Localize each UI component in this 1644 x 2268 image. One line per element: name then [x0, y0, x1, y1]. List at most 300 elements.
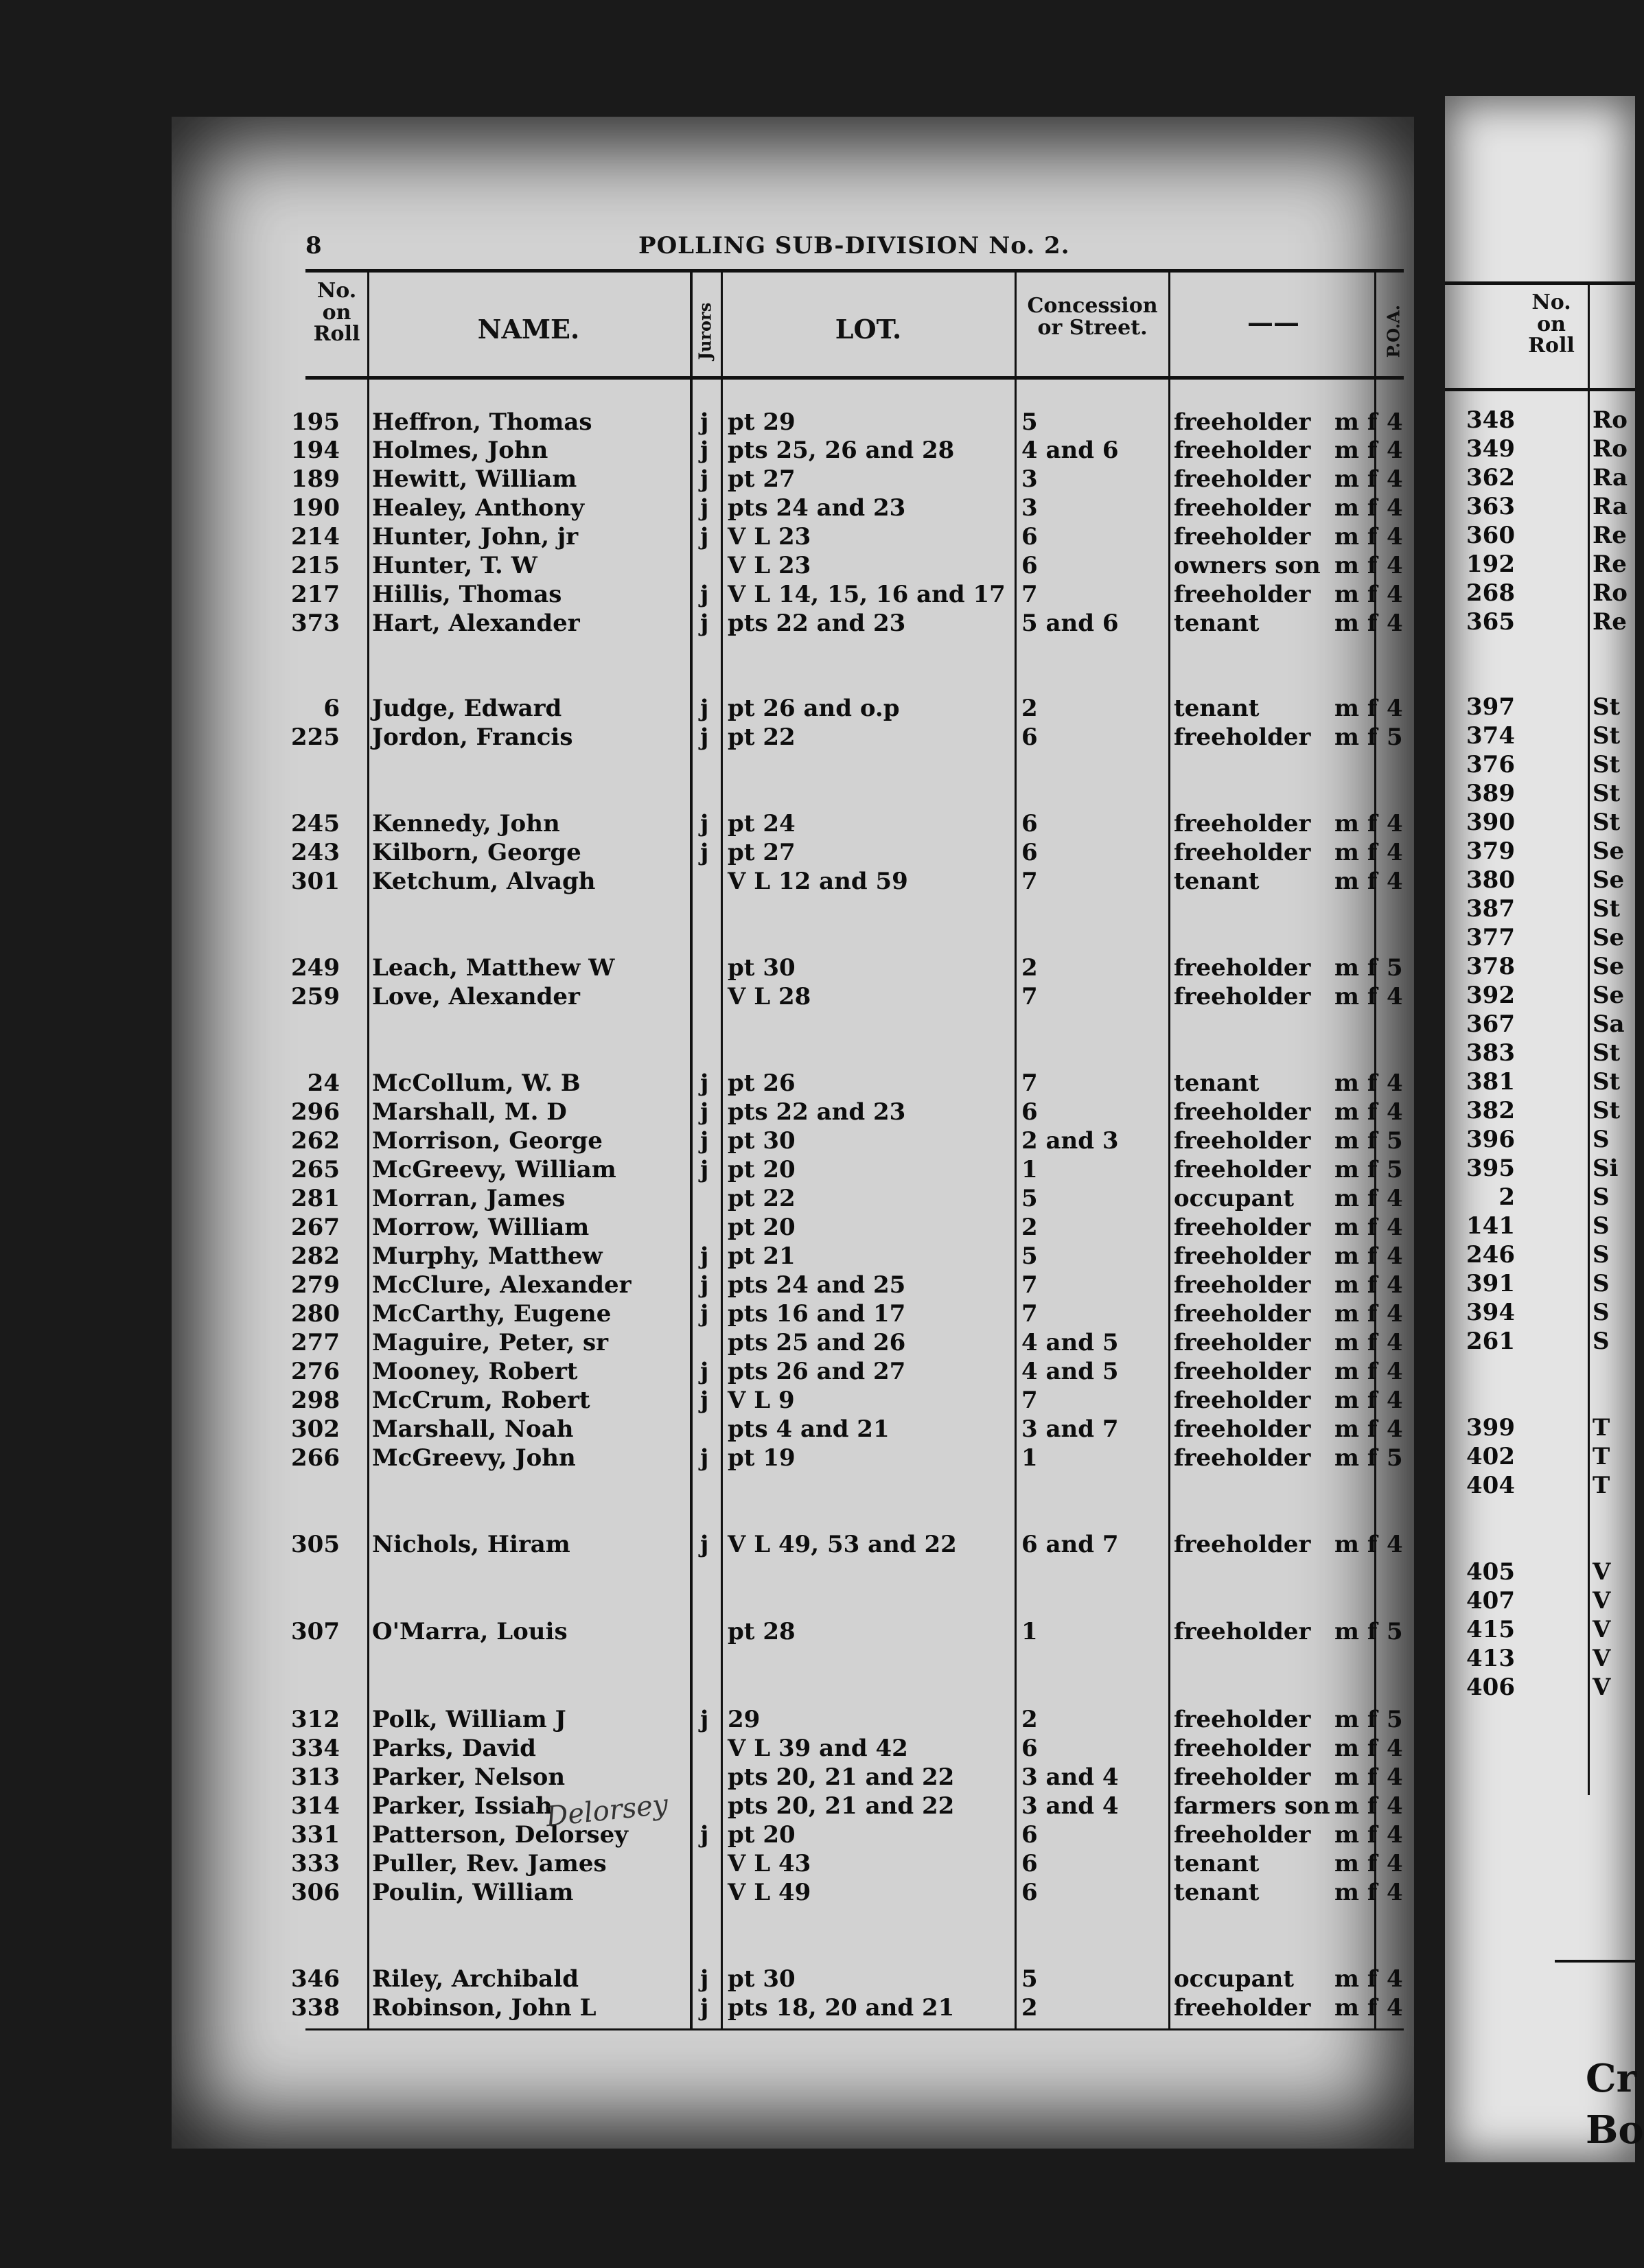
concession-value: 3 and 4	[1021, 1792, 1119, 1820]
roll-number: 367	[1466, 1010, 1515, 1038]
table-row	[172, 1329, 1414, 1358]
voter-name: Kennedy, John	[372, 810, 560, 837]
name-fragment: V	[1593, 1558, 1611, 1586]
poa-value: 4	[1387, 839, 1403, 866]
lot-value: pt 27	[728, 839, 796, 866]
name-fragment: Si	[1593, 1155, 1619, 1182]
roll-number: 387	[1466, 895, 1515, 923]
concession-value: 2	[1021, 1994, 1038, 2022]
status-value: tenant	[1174, 868, 1260, 895]
table-row	[172, 839, 1414, 868]
sex-value: m f	[1334, 1098, 1378, 1126]
juror-mark: j	[700, 695, 709, 722]
table-row	[172, 1618, 1414, 1647]
sex-value: m f	[1334, 1821, 1378, 1849]
lot-value: V L 23	[728, 523, 811, 551]
lot-value: pts 24 and 23	[728, 494, 906, 522]
concession-value: 5	[1021, 408, 1038, 436]
juror-mark: j	[700, 408, 709, 436]
lot-value: pt 30	[728, 954, 796, 982]
status-value: tenant	[1174, 610, 1260, 637]
concession-value: 7	[1021, 581, 1038, 608]
roll-number: 259	[291, 983, 340, 1010]
strip-top-rule	[1445, 281, 1635, 285]
juror-mark: j	[700, 1242, 709, 1270]
list-item	[1445, 1097, 1635, 1126]
list-item	[1445, 1010, 1635, 1039]
roll-number: 215	[291, 552, 340, 579]
roll-number: 189	[291, 465, 340, 493]
name-fragment: Sa	[1593, 1010, 1625, 1038]
concession-value: 6	[1021, 839, 1038, 866]
lot-value: pts 26 and 27	[728, 1358, 906, 1385]
lot-value: pt 20	[728, 1214, 796, 1241]
lot-value: pt 19	[728, 1444, 796, 1472]
name-fragment: Ra	[1593, 493, 1628, 520]
col-header-lot: LOT.	[835, 314, 902, 345]
concession-value: 1	[1021, 1444, 1038, 1472]
poa-value: 5	[1387, 724, 1403, 751]
table-row	[172, 1444, 1414, 1473]
list-item	[1445, 493, 1635, 522]
poa-value: 5	[1387, 1127, 1403, 1155]
voter-name: Mooney, Robert	[372, 1358, 578, 1385]
concession-value: 2	[1021, 954, 1038, 982]
poa-value: 4	[1387, 1271, 1403, 1299]
poa-value: 4	[1387, 1792, 1403, 1820]
lot-value: pts 22 and 23	[728, 610, 906, 637]
name-fragment: V	[1593, 1616, 1611, 1643]
roll-number: 415	[1466, 1616, 1515, 1643]
name-fragment: Se	[1593, 866, 1625, 894]
list-item	[1445, 1616, 1635, 1645]
list-item	[1445, 464, 1635, 493]
juror-mark: j	[700, 1444, 709, 1472]
col-header-concession: Concession or Street.	[1027, 294, 1158, 340]
name-fragment: Re	[1593, 551, 1627, 578]
juror-mark: j	[700, 1358, 709, 1385]
voter-name: Poulin, William	[372, 1879, 574, 1906]
roll-number: 313	[291, 1763, 340, 1791]
voter-name: O'Marra, Louis	[372, 1618, 568, 1645]
list-item	[1445, 1270, 1635, 1299]
juror-mark: j	[700, 1994, 709, 2022]
poa-value: 4	[1387, 1879, 1403, 1906]
status-value: freeholder	[1174, 1444, 1311, 1472]
roll-number: 2	[1498, 1183, 1515, 1211]
sex-value: m f	[1334, 437, 1378, 464]
status-value: freeholder	[1174, 1242, 1311, 1270]
roll-number: 214	[291, 523, 340, 551]
roll-number: 265	[291, 1156, 340, 1183]
table-row	[172, 1965, 1414, 1994]
name-fragment: T	[1593, 1443, 1610, 1470]
table-row	[172, 1242, 1414, 1271]
table-row	[172, 581, 1414, 610]
sex-value: m f	[1334, 1850, 1378, 1877]
list-item	[1445, 809, 1635, 837]
roll-number: 281	[291, 1185, 340, 1212]
voter-name: Murphy, Matthew	[372, 1242, 603, 1270]
sex-value: m f	[1334, 695, 1378, 722]
roll-number: 195	[291, 408, 340, 436]
table-row	[172, 695, 1414, 724]
status-value: freeholder	[1174, 1994, 1311, 2022]
name-fragment: Se	[1593, 924, 1625, 951]
roll-number: 268	[1466, 579, 1515, 607]
status-value: freeholder	[1174, 1415, 1311, 1443]
juror-mark: j	[700, 1965, 709, 1993]
strip-footer-1: Cr	[1586, 2056, 1637, 2101]
roll-number: 406	[1466, 1674, 1515, 1701]
poa-value: 4	[1387, 1850, 1403, 1877]
voter-name: Healey, Anthony	[372, 494, 585, 522]
list-item	[1445, 1155, 1635, 1183]
name-fragment: St	[1593, 1039, 1621, 1067]
status-value: freeholder	[1174, 581, 1311, 608]
table-row	[172, 465, 1414, 494]
sex-value: m f	[1334, 552, 1378, 579]
name-fragment: Ro	[1593, 406, 1628, 434]
voter-name: Ketchum, Alvagh	[372, 868, 596, 895]
roll-number: 262	[291, 1127, 340, 1155]
table-row	[172, 1185, 1414, 1214]
poa-value: 4	[1387, 1965, 1403, 1993]
table-row	[172, 408, 1414, 437]
poa-value: 4	[1387, 1763, 1403, 1791]
name-fragment: T	[1593, 1414, 1610, 1442]
poa-value: 4	[1387, 1821, 1403, 1849]
lot-value: pt 20	[728, 1156, 796, 1183]
poa-value: 4	[1387, 581, 1403, 608]
table-row	[172, 1821, 1414, 1850]
roll-number: 190	[291, 494, 340, 522]
concession-value: 7	[1021, 1069, 1038, 1097]
status-value: freeholder	[1174, 1531, 1311, 1558]
sex-value: m f	[1334, 610, 1378, 637]
sex-value: m f	[1334, 1444, 1378, 1472]
table-row	[172, 1069, 1414, 1098]
status-value: tenant	[1174, 1850, 1260, 1877]
name-fragment: S	[1593, 1126, 1610, 1153]
roll-number: 377	[1466, 924, 1515, 951]
concession-value: 5	[1021, 1965, 1038, 1993]
juror-mark: j	[700, 1531, 709, 1558]
voter-name: McCollum, W. B	[372, 1069, 581, 1097]
status-value: freeholder	[1174, 1706, 1311, 1733]
sex-value: m f	[1334, 1763, 1378, 1791]
status-value: freeholder	[1174, 1763, 1311, 1791]
list-item	[1445, 435, 1635, 464]
voter-name: Hewitt, William	[372, 465, 577, 493]
voter-name: Robinson, John L	[372, 1994, 597, 2022]
lot-value: pts 22 and 23	[728, 1098, 906, 1126]
col-header-no-on-roll: No. on Roll	[313, 279, 360, 346]
status-value: freeholder	[1174, 1358, 1311, 1385]
table-row	[172, 1387, 1414, 1415]
concession-value: 2	[1021, 695, 1038, 722]
poa-value: 4	[1387, 810, 1403, 837]
strip-header-no-on-roll: No. on Roll	[1528, 290, 1575, 358]
table-row	[172, 437, 1414, 465]
sex-value: m f	[1334, 1329, 1378, 1356]
concession-value: 7	[1021, 1271, 1038, 1299]
roll-number: 378	[1466, 953, 1515, 980]
roll-number: 380	[1466, 866, 1515, 894]
table-row	[172, 1098, 1414, 1127]
table-row	[172, 724, 1414, 752]
voter-name: Patterson, Delorsey	[372, 1821, 629, 1849]
roll-number: 282	[291, 1242, 340, 1270]
status-value: freeholder	[1174, 839, 1311, 866]
concession-value: 1	[1021, 1156, 1038, 1183]
name-fragment: S	[1593, 1241, 1610, 1269]
poa-value: 4	[1387, 1300, 1403, 1328]
voter-name: Jordon, Francis	[372, 724, 573, 751]
lot-value: pts 20, 21 and 22	[728, 1763, 955, 1791]
roll-number: 276	[291, 1358, 340, 1385]
sex-value: m f	[1334, 724, 1378, 751]
table-row	[172, 1127, 1414, 1156]
juror-mark: j	[700, 1156, 709, 1183]
status-value: occupant	[1174, 1185, 1295, 1212]
poa-value: 5	[1387, 1444, 1403, 1472]
header-bottom-rule	[305, 376, 1404, 380]
poa-value: 4	[1387, 1415, 1403, 1443]
roll-number: 6	[323, 695, 340, 722]
roll-number: 301	[291, 868, 340, 895]
sex-value: m f	[1334, 1994, 1378, 2022]
voter-name: McGreevy, William	[372, 1156, 616, 1183]
sex-value: m f	[1334, 1242, 1378, 1270]
roll-number: 194	[291, 437, 340, 464]
roll-number: 338	[291, 1994, 340, 2022]
table-row	[172, 1994, 1414, 2023]
list-item	[1445, 1443, 1635, 1472]
juror-mark: j	[700, 494, 709, 522]
status-value: freeholder	[1174, 1387, 1311, 1414]
concession-value: 5	[1021, 1185, 1038, 1212]
table-row	[172, 1531, 1414, 1560]
voter-name: Hunter, T. W	[372, 552, 537, 579]
roll-number: 379	[1466, 837, 1515, 865]
name-fragment: Ra	[1593, 464, 1628, 491]
poa-value: 4	[1387, 1735, 1403, 1762]
lot-value: pt 22	[728, 1185, 796, 1212]
lot-value: pt 20	[728, 1821, 796, 1849]
voter-name: Leach, Matthew W	[372, 954, 615, 982]
table-row	[172, 610, 1414, 638]
roll-number: 314	[291, 1792, 340, 1820]
sex-value: m f	[1334, 1358, 1378, 1385]
concession-value: 6	[1021, 1098, 1038, 1126]
juror-mark: j	[700, 1098, 709, 1126]
roll-number: 381	[1466, 1068, 1515, 1096]
concession-value: 6	[1021, 1821, 1038, 1849]
concession-value: 6	[1021, 724, 1038, 751]
table-row	[172, 1850, 1414, 1879]
poa-value: 4	[1387, 494, 1403, 522]
roll-number: 192	[1466, 551, 1515, 578]
poa-value: 4	[1387, 552, 1403, 579]
roll-number: 405	[1466, 1558, 1515, 1586]
table-row	[172, 1358, 1414, 1387]
roll-number: 217	[291, 581, 340, 608]
roll-number: 373	[291, 610, 340, 637]
sex-value: m f	[1334, 1531, 1378, 1558]
status-value: freeholder	[1174, 1214, 1311, 1241]
roll-number: 348	[1466, 406, 1515, 434]
top-rule	[305, 269, 1404, 273]
poa-value: 4	[1387, 1531, 1403, 1558]
voter-name: Morrow, William	[372, 1214, 590, 1241]
lot-value: pts 20, 21 and 22	[728, 1792, 955, 1820]
roll-number: 333	[291, 1850, 340, 1877]
poa-value: 5	[1387, 1706, 1403, 1733]
sex-value: m f	[1334, 1185, 1378, 1212]
lot-value: V L 49	[728, 1879, 811, 1906]
voter-name: Parks, David	[372, 1735, 536, 1762]
concession-value: 6	[1021, 1850, 1038, 1877]
name-fragment: Re	[1593, 522, 1627, 549]
sex-value: m f	[1334, 465, 1378, 493]
list-item	[1445, 780, 1635, 809]
concession-value: 6 and 7	[1021, 1531, 1119, 1558]
juror-mark: j	[700, 1271, 709, 1299]
poa-value: 5	[1387, 1156, 1403, 1183]
voter-name: Holmes, John	[372, 437, 548, 464]
concession-value: 6	[1021, 1879, 1038, 1906]
table-row	[172, 1735, 1414, 1763]
roll-number: 390	[1466, 809, 1515, 836]
roll-number: 245	[291, 810, 340, 837]
poa-value: 4	[1387, 465, 1403, 493]
list-item	[1445, 1183, 1635, 1212]
list-item	[1445, 866, 1635, 895]
roll-number: 307	[291, 1618, 340, 1645]
sex-value: m f	[1334, 839, 1378, 866]
voter-name: Maguire, Peter, sr	[372, 1329, 609, 1356]
roll-number: 382	[1466, 1097, 1515, 1124]
status-value: freeholder	[1174, 724, 1311, 751]
status-value: freeholder	[1174, 1618, 1311, 1645]
list-item	[1445, 608, 1635, 637]
roll-number: 267	[291, 1214, 340, 1241]
roll-number: 383	[1466, 1039, 1515, 1067]
concession-value: 5	[1021, 1242, 1038, 1270]
list-item	[1445, 751, 1635, 780]
roll-number: 396	[1466, 1126, 1515, 1153]
concession-value: 6	[1021, 523, 1038, 551]
table-row	[172, 983, 1414, 1012]
juror-mark: j	[700, 581, 709, 608]
adjacent-page	[1445, 96, 1644, 2162]
status-value: freeholder	[1174, 810, 1311, 837]
list-item	[1445, 1328, 1635, 1356]
sex-value: m f	[1334, 1792, 1378, 1820]
roll-number: 413	[1466, 1645, 1515, 1672]
sex-value: m f	[1334, 1706, 1378, 1733]
concession-value: 5 and 6	[1021, 610, 1119, 637]
page-number: 8	[305, 232, 322, 259]
voter-name: Judge, Edward	[372, 695, 562, 722]
sex-value: m f	[1334, 954, 1378, 982]
status-value: freeholder	[1174, 494, 1311, 522]
name-fragment: Ro	[1593, 579, 1628, 607]
roll-number: 362	[1466, 464, 1515, 491]
col-header-poa: P.O.A.	[1383, 304, 1404, 358]
roll-number: 404	[1466, 1472, 1515, 1499]
roll-number: 402	[1466, 1443, 1515, 1470]
roll-number: 391	[1466, 1270, 1515, 1297]
status-value: tenant	[1174, 1069, 1260, 1097]
table-row	[172, 1300, 1414, 1329]
juror-mark: j	[700, 1127, 709, 1155]
lot-value: V L 14, 15, 16 and 17	[728, 581, 1006, 608]
name-fragment: S	[1593, 1183, 1610, 1211]
status-value: freeholder	[1174, 523, 1311, 551]
voter-name: McGreevy, John	[372, 1444, 576, 1472]
poa-value: 4	[1387, 1994, 1403, 2022]
lot-value: pt 27	[728, 465, 796, 493]
list-item	[1445, 1587, 1635, 1616]
roll-number: 346	[291, 1965, 340, 1993]
list-item	[1445, 837, 1635, 866]
lot-value: V L 9	[728, 1387, 795, 1414]
concession-value: 3 and 4	[1021, 1763, 1119, 1791]
concession-value: 3	[1021, 494, 1038, 522]
voter-name: Marshall, M. D	[372, 1098, 567, 1126]
roll-number: 24	[307, 1069, 340, 1097]
voter-name: McClure, Alexander	[372, 1271, 632, 1299]
name-fragment: St	[1593, 1068, 1621, 1096]
roll-number: 360	[1466, 522, 1515, 549]
strip-header-rule	[1445, 388, 1635, 391]
juror-mark: j	[700, 1706, 709, 1733]
voter-name: Morrison, George	[372, 1127, 603, 1155]
sex-value: m f	[1334, 1415, 1378, 1443]
sex-value: m f	[1334, 1618, 1378, 1645]
sex-value: m f	[1334, 810, 1378, 837]
voter-name: Morran, James	[372, 1185, 566, 1212]
poa-value: 4	[1387, 868, 1403, 895]
concession-value: 4 and 5	[1021, 1329, 1119, 1356]
sex-value: m f	[1334, 1879, 1378, 1906]
roll-number: 243	[291, 839, 340, 866]
concession-value: 3 and 7	[1021, 1415, 1119, 1443]
roll-number: 279	[291, 1271, 340, 1299]
name-fragment: V	[1593, 1674, 1611, 1701]
bottom-rule	[305, 2028, 1404, 2030]
status-value: tenant	[1174, 1879, 1260, 1906]
voter-name: Puller, Rev. James	[372, 1850, 607, 1877]
lot-value: pt 29	[728, 408, 796, 436]
sex-value: m f	[1334, 1965, 1378, 1993]
juror-mark: j	[700, 1387, 709, 1414]
name-fragment: S	[1593, 1328, 1610, 1355]
concession-value: 2 and 3	[1021, 1127, 1119, 1155]
voter-name: Polk, William J	[372, 1706, 566, 1733]
sex-value: m f	[1334, 1387, 1378, 1414]
list-item	[1445, 1645, 1635, 1674]
name-fragment: St	[1593, 895, 1621, 923]
roll-number: 306	[291, 1879, 340, 1906]
roll-number: 249	[291, 954, 340, 982]
roll-number: 266	[291, 1444, 340, 1472]
lot-value: pt 28	[728, 1618, 796, 1645]
lot-value: pts 24 and 25	[728, 1271, 906, 1299]
poa-value: 4	[1387, 1329, 1403, 1356]
